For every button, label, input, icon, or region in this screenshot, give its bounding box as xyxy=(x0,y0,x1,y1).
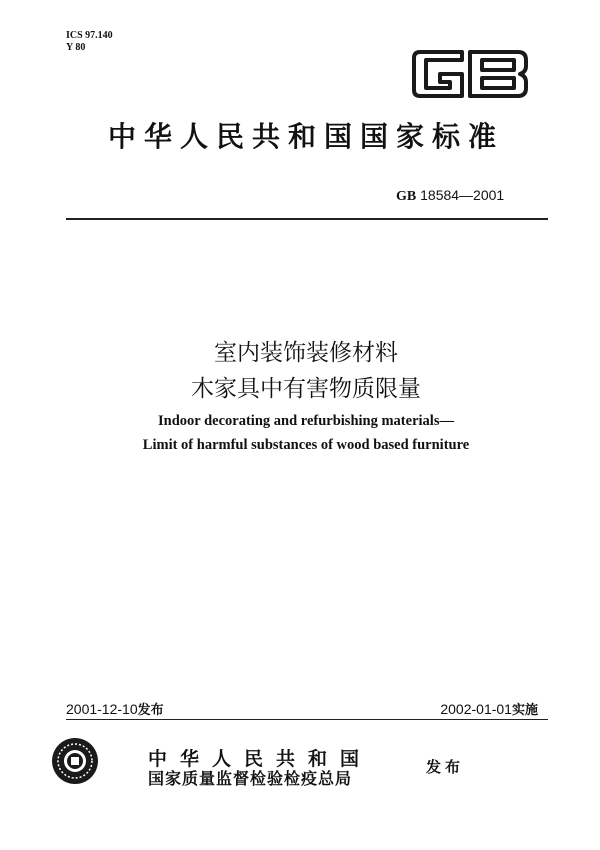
top-divider xyxy=(66,218,548,220)
implementation-date-value: 2002-01-01 xyxy=(440,701,512,717)
english-title-line-2: Limit of harmful substances of wood based furniture xyxy=(142,437,470,453)
issuer-line-2: 国家质量监督检验检疫总局 xyxy=(148,769,353,788)
standard-number xyxy=(396,187,504,205)
standard-prefix: GB xyxy=(396,189,417,204)
issue-date xyxy=(66,699,164,718)
ccs-code: Y 80 xyxy=(66,42,86,53)
issuer-line-1: 中华人民共和国 xyxy=(148,748,373,770)
gb-logo xyxy=(410,44,530,102)
classification-codes xyxy=(66,30,113,54)
implementation-date xyxy=(440,699,538,718)
ics-code: ICS 97.140 xyxy=(66,30,113,41)
english-title-line-1: Indoor decorating and refurbishing materials— xyxy=(158,413,454,429)
implementation-date-label: 实施 xyxy=(511,702,538,717)
bottom-divider xyxy=(66,719,548,720)
issue-date-label: 发布 xyxy=(137,702,164,717)
standard-code: 18584—2001 xyxy=(420,187,505,203)
chinese-title-line-1: 室内装饰装修材料 xyxy=(214,340,398,366)
issuer-seal-icon xyxy=(50,736,100,786)
issue-date-value: 2001-12-10 xyxy=(66,701,138,717)
national-standard-title: 中华人民共和国国家标准 xyxy=(107,120,504,153)
chinese-title-line-2: 木家具中有害物质限量 xyxy=(191,376,421,402)
issue-word: 发布 xyxy=(426,758,465,776)
